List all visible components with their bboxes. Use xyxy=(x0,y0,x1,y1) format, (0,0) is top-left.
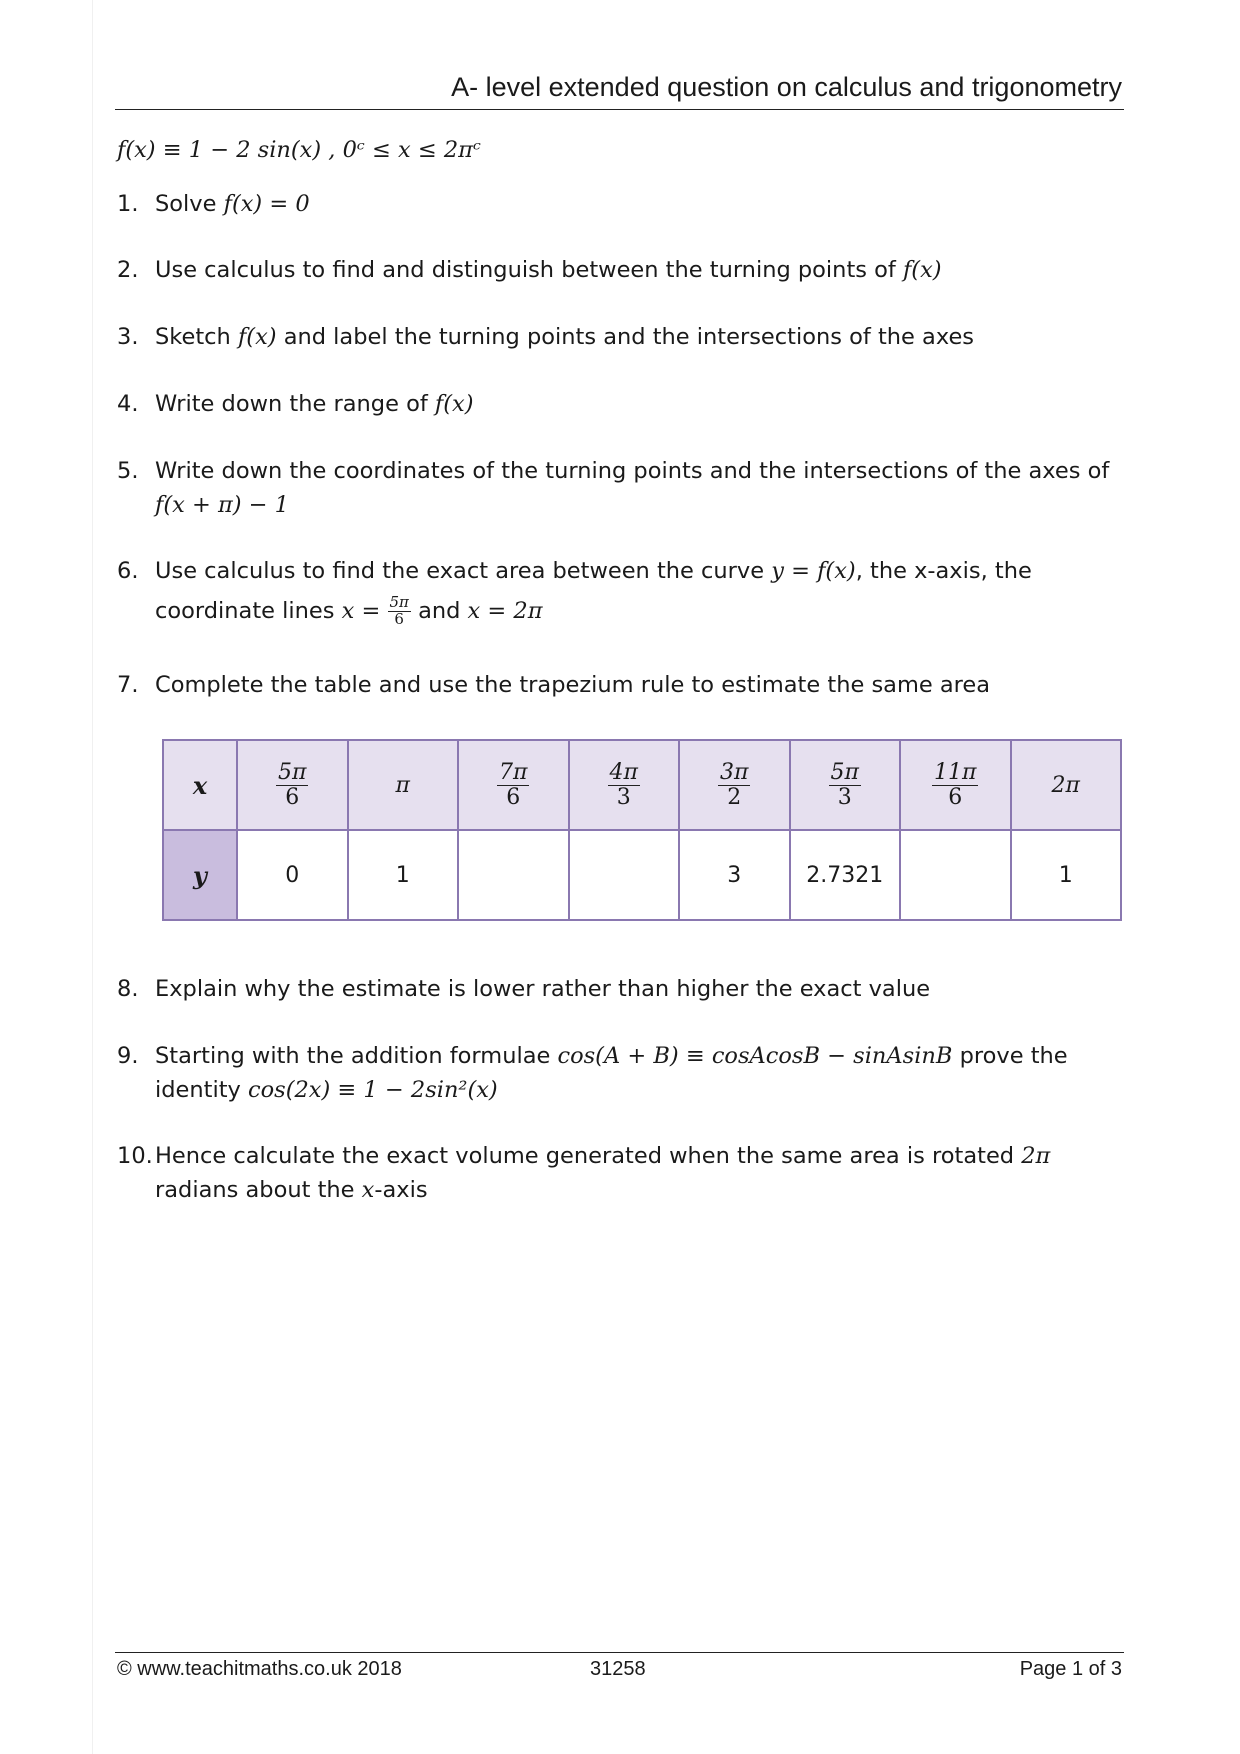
question-3: 3. Sketch f(x) and label the turning points and the intersections of the axes xyxy=(117,324,975,350)
footer-page-number: Page 1 of 3 xyxy=(1019,1658,1122,1680)
y-cell[interactable]: 2.7321 xyxy=(790,830,901,920)
table-row-x xyxy=(163,740,1121,830)
table-row-y xyxy=(163,830,1121,920)
y-cell[interactable]: 1 xyxy=(1011,830,1122,920)
y-cell[interactable]: 0 xyxy=(237,830,348,920)
footer-resource-code: 31258 xyxy=(590,1658,646,1680)
page-edge xyxy=(92,0,93,1754)
x-cell: $\frac{5\pi}{3}$ xyxy=(790,740,901,830)
y-header: y xyxy=(163,830,237,920)
y-cell[interactable] xyxy=(458,830,569,920)
x-cell: $\frac{5\pi}{6}$ xyxy=(237,740,348,830)
x-header: x xyxy=(163,740,237,830)
question-5: 5. Write down the coordinates of the turning points and the intersections of the axes of f(x + π) − 1 xyxy=(117,458,1110,518)
x-cell: 2π xyxy=(1011,740,1122,830)
x-cell: $\frac{7\pi}{6}$ xyxy=(458,740,569,830)
page-title: A- level extended question on calculus and trigonometry xyxy=(451,72,1122,102)
question-7: 7. Complete the table and use the trapezium rule to estimate the same area xyxy=(117,672,991,698)
x-cell: π xyxy=(348,740,459,830)
fraction-5pi-over-6: $\frac{5\pi}{6}$ xyxy=(389,593,409,628)
y-cell[interactable] xyxy=(900,830,1011,920)
x-cell: $\frac{11\pi}{6}$ xyxy=(900,740,1011,830)
function-definition: f(x) ≡ 1 − 2 sin(x) , 0ᶜ ≤ x ≤ 2πᶜ xyxy=(117,137,481,163)
question-1: 1. Solve f(x) = 0 xyxy=(117,191,310,217)
x-cell: $\frac{3\pi}{2}$ xyxy=(679,740,790,830)
y-cell[interactable]: 3 xyxy=(679,830,790,920)
y-cell[interactable] xyxy=(569,830,680,920)
question-4: 4. Write down the range of f(x) xyxy=(117,391,474,417)
values-table xyxy=(162,739,1122,921)
question-6: 6. Use calculus to find the exact area between the curve y = f(x), the x-axis, the coordinate lines x = $\frac{5\pi}{6}$ and x = 2π xyxy=(117,558,1032,628)
header-rule xyxy=(115,109,1124,110)
question-8: 8. Explain why the estimate is lower rather than higher the exact value xyxy=(117,976,931,1002)
footer-copyright: © www.teachitmaths.co.uk 2018 xyxy=(117,1658,402,1680)
question-9: 9. Starting with the addition formulae cos(A + B) ≡ cosAcosB − sinAsinB prove the identity cos(2x) ≡ 1 − 2sin²(x) xyxy=(117,1043,1068,1103)
footer-rule xyxy=(115,1652,1124,1653)
y-cell[interactable]: 1 xyxy=(348,830,459,920)
question-10: 10. Hence calculate the exact volume generated when the same area is rotated 2π radians about the x-axis xyxy=(117,1143,1051,1203)
question-2: 2. Use calculus to find and distinguish between the turning points of f(x) xyxy=(117,257,942,283)
x-cell: $\frac{4\pi}{3}$ xyxy=(569,740,680,830)
